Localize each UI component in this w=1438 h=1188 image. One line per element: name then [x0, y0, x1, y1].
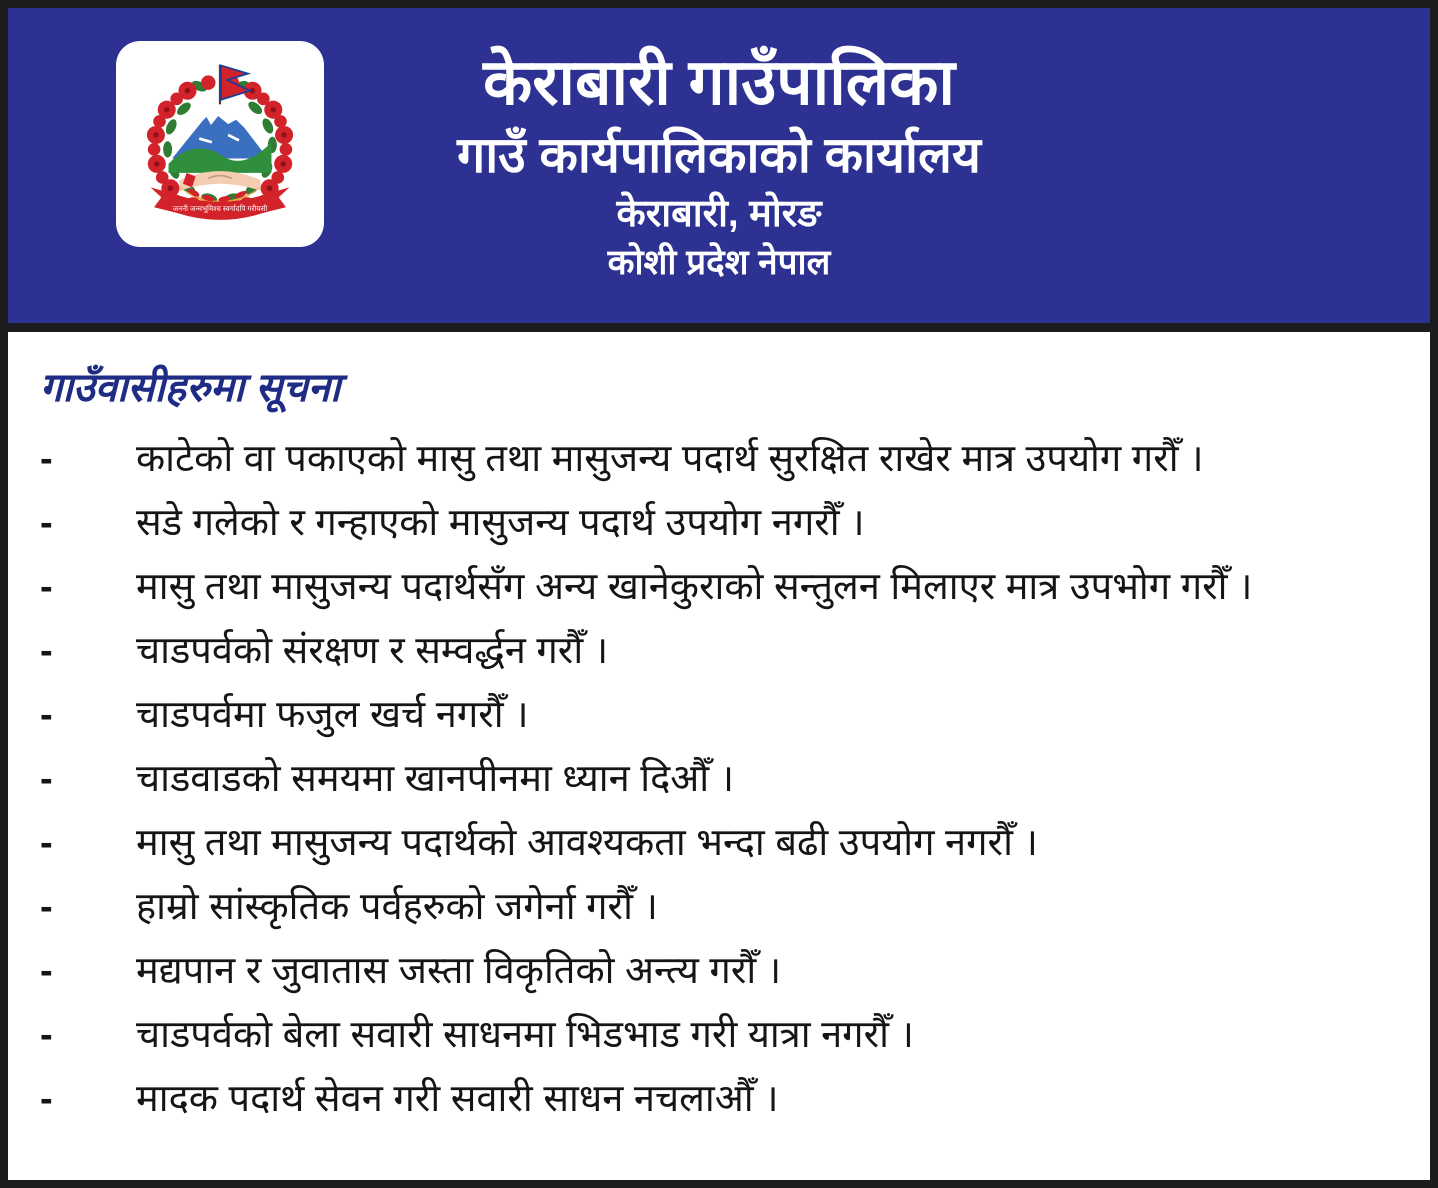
- list-item-text: चाडपर्वको बेला सवारी साधनमा भिडभाड गरी यात्रा नगरौँ ।: [136, 1014, 914, 1056]
- notice-body: [8, 332, 1430, 1131]
- bullet-dash: -: [40, 502, 53, 544]
- bullet-dash: -: [40, 438, 53, 480]
- list-item: [40, 1003, 1400, 1067]
- header-band: [8, 8, 1430, 332]
- list-item: [40, 619, 1400, 683]
- province-line: कोशी प्रदेश नेपाल: [607, 242, 831, 282]
- list-item-text: मद्यपान र जुवातास जस्ता विकृतिको अन्त्य गरौँ ।: [136, 950, 782, 992]
- list-item-text: हाम्रो सांस्कृतिक पर्वहरुको जगेर्ना गरौँ ।: [136, 886, 658, 928]
- list-item-text: चाडवाडको समयमा खानपीनमा ध्यान दिऔँ ।: [136, 758, 735, 800]
- municipality-title: केराबारी गाउँपालिका: [483, 46, 955, 119]
- bullet-dash: -: [40, 822, 53, 864]
- list-item-text: मासु तथा मासुजन्य पदार्थसँग अन्य खानेकुराको सन्तुलन मिलाएर मात्र उपभोग गरौँ ।: [136, 566, 1253, 608]
- bullet-dash: -: [40, 950, 53, 992]
- list-item-text: मादक पदार्थ सेवन गरी सवारी साधन नचलाऔँ ।: [136, 1078, 779, 1120]
- office-title: गाउँ कार्यपालिकाको कार्यालय: [457, 126, 981, 183]
- list-item-text: मासु तथा मासुजन्य पदार्थको आवश्यकता भन्दा बढी उपयोग नगरौँ ।: [136, 822, 1038, 864]
- list-item: [40, 1067, 1400, 1131]
- notice-list: [40, 427, 1400, 1131]
- bullet-dash: -: [40, 1078, 53, 1120]
- list-item: [40, 491, 1400, 555]
- list-item: [40, 683, 1400, 747]
- bullet-dash: -: [40, 886, 53, 928]
- list-item-text: चाडपर्वको संरक्षण र सम्वर्द्धन गरौँ ।: [136, 630, 609, 672]
- list-item: [40, 747, 1400, 811]
- list-item-text: सडे गलेको र गन्हाएको मासुजन्य पदार्थ उपयोग नगरौँ ।: [136, 502, 865, 544]
- address-line: केराबारी, मोरङ: [616, 193, 822, 236]
- notice-heading: गाउँवासीहरुमा सूचना: [40, 366, 341, 410]
- bullet-dash: -: [40, 630, 53, 672]
- banner-motto-text: जननी जन्मभूमिश्च स्वर्गादपि गरीयसी: [172, 203, 268, 213]
- list-item: [40, 875, 1400, 939]
- bullet-dash: -: [40, 566, 53, 608]
- bullet-dash: -: [40, 758, 53, 800]
- list-item: [40, 427, 1400, 491]
- list-item-text: काटेको वा पकाएको मासु तथा मासुजन्य पदार्थ सुरक्षित राखेर मात्र उपयोग गरौँ ।: [136, 438, 1204, 480]
- list-item-text: चाडपर्वमा फजुल खर्च नगरौँ ।: [136, 694, 529, 736]
- nepal-emblem-icon: [127, 51, 313, 237]
- bullet-dash: -: [40, 1014, 53, 1056]
- bullet-dash: -: [40, 694, 53, 736]
- list-item: [40, 811, 1400, 875]
- list-item: [40, 555, 1400, 619]
- list-item: [40, 939, 1400, 1003]
- municipality-logo: [116, 41, 324, 247]
